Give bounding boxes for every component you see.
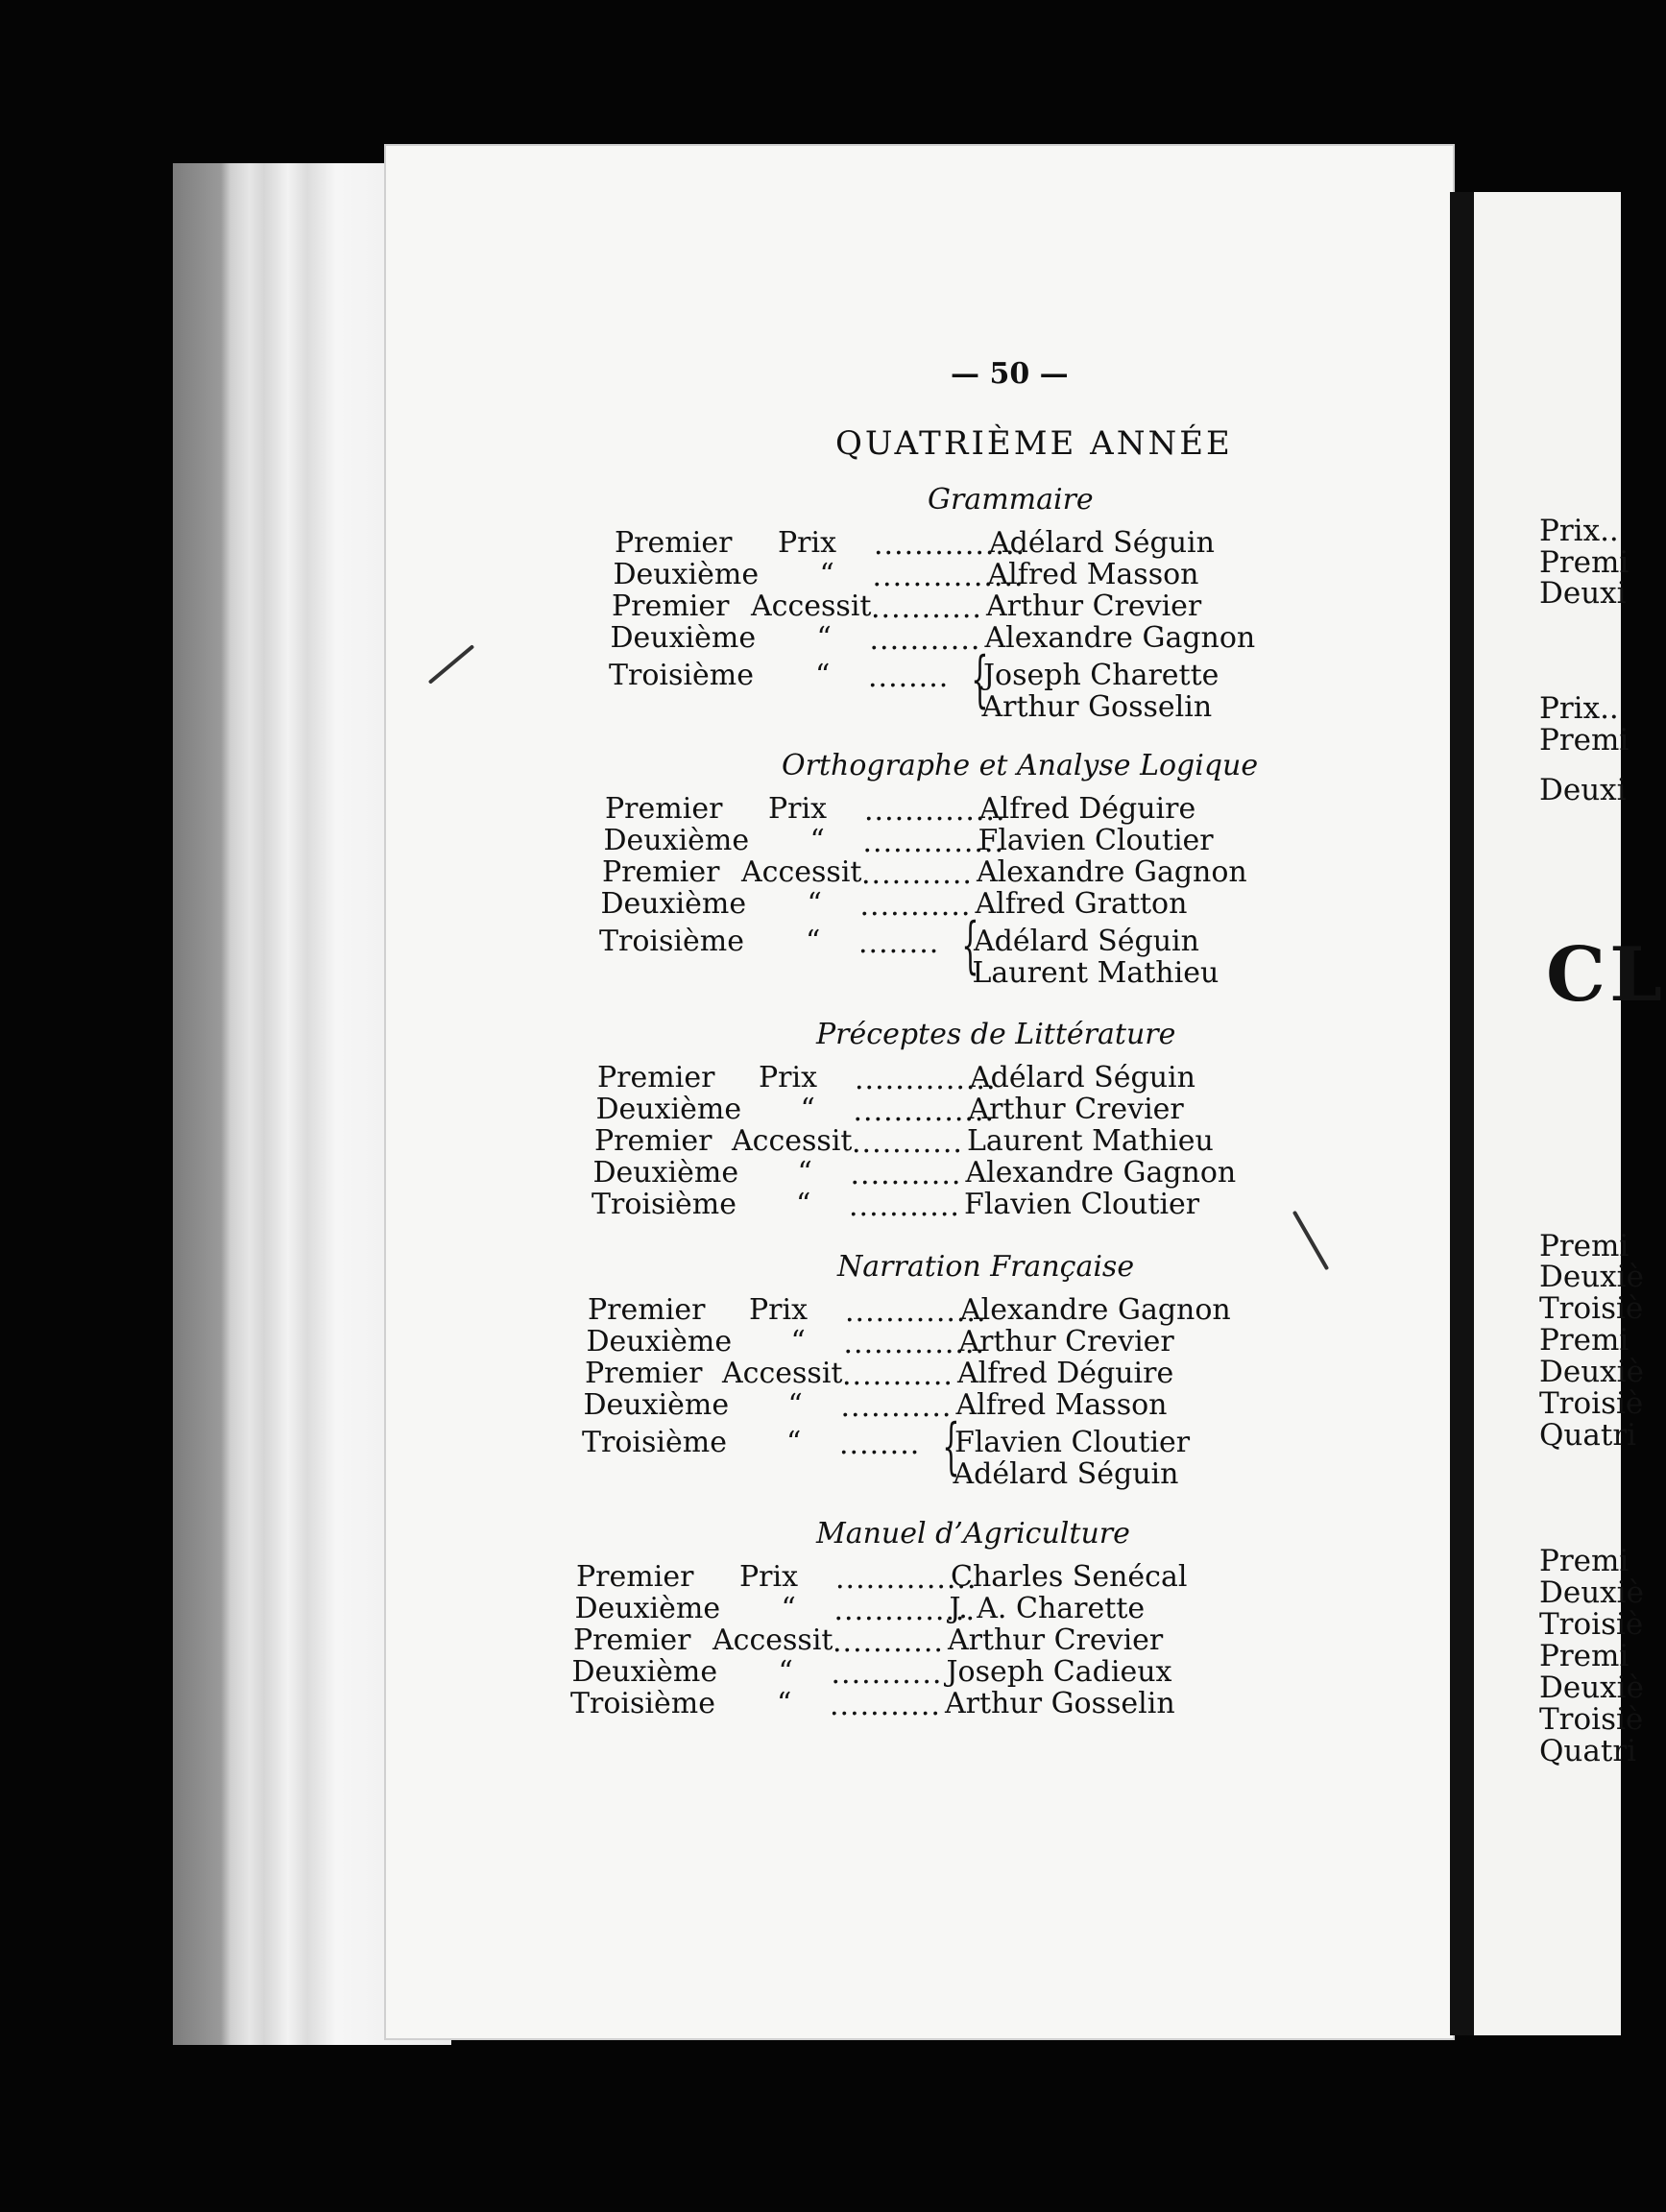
leader-dots: ........... xyxy=(842,1358,954,1392)
prize-kind: “ xyxy=(819,558,834,591)
tie-brace: { xyxy=(961,910,979,981)
rank-label: Troisième xyxy=(582,1426,727,1459)
winner-name: Laurent Mathieu xyxy=(972,956,1219,990)
rank-label: Deuxième xyxy=(586,1325,733,1358)
section-title: Manuel d’Agriculture xyxy=(816,1517,1130,1551)
prize-kind: Accessit xyxy=(751,589,872,623)
prize-kind: Accessit xyxy=(712,1623,833,1657)
leader-dots: ........... xyxy=(861,857,973,891)
right-page-line: Quatri xyxy=(1539,1734,1637,1768)
prize-row xyxy=(597,1061,1269,1094)
rank-label: Deuxième xyxy=(603,824,750,857)
winner-name: Flavien Cloutier xyxy=(954,1426,1191,1459)
prize-kind: “ xyxy=(787,1388,803,1422)
prize-row xyxy=(609,659,1281,694)
right-page-line: Troisiè xyxy=(1539,1607,1644,1642)
leader-dots: ........... xyxy=(871,591,982,625)
prize-row xyxy=(598,956,1270,989)
right-page-fragment xyxy=(1474,192,1666,2035)
winner-name: Joseph Charette xyxy=(983,659,1219,692)
leader-dots: ............... xyxy=(874,528,1026,562)
right-page-line: Premi xyxy=(1539,1323,1630,1358)
rank-label: Premier xyxy=(602,855,720,889)
rank-label: Deuxième xyxy=(571,1655,718,1689)
prize-row xyxy=(602,855,1274,891)
prize-row xyxy=(595,1093,1268,1128)
winner-name: Arthur Crevier xyxy=(986,589,1202,623)
winner-name: Alexandre Gagnon xyxy=(965,1156,1237,1190)
right-page-heading: CL xyxy=(1546,931,1666,1019)
right-page-line: Deuxiè xyxy=(1539,1260,1644,1294)
prize-kind: “ xyxy=(800,1093,815,1126)
prize-kind: “ xyxy=(816,621,832,655)
prize-kind: Accessit xyxy=(732,1124,853,1158)
winner-name: Alfred Masson xyxy=(987,558,1199,591)
prize-kind: Prix xyxy=(759,1061,818,1094)
prize-row xyxy=(615,526,1287,562)
prize-row xyxy=(576,1560,1248,1596)
winner-name: Alexandre Gagnon xyxy=(984,621,1256,655)
rank-label: Premier xyxy=(612,589,730,623)
rank-label: Deuxième xyxy=(600,887,747,921)
rank-label: Troisième xyxy=(570,1687,715,1720)
prize-row xyxy=(612,589,1284,625)
winner-name: Arthur Gosselin xyxy=(981,690,1213,724)
prize-row xyxy=(581,1457,1253,1490)
prize-row xyxy=(594,1124,1267,1160)
right-page-line: Premi xyxy=(1539,1639,1630,1673)
winner-name: Adélard Séguin xyxy=(989,526,1215,560)
prize-row xyxy=(583,1388,1256,1424)
rank-label: Premier xyxy=(573,1623,691,1657)
right-page-line: Troisiè xyxy=(1539,1702,1644,1737)
leader-dots: .............. xyxy=(862,826,1005,859)
winner-name: Alfred Déguire xyxy=(979,792,1196,826)
right-page-line: Premi xyxy=(1539,545,1630,580)
leader-dots: .............. xyxy=(845,1295,987,1329)
right-page-line: Troisiè xyxy=(1539,1291,1644,1326)
prize-kind: Prix xyxy=(739,1560,799,1594)
prize-kind: “ xyxy=(807,887,822,921)
prize-kind: Accessit xyxy=(722,1357,843,1390)
prize-row xyxy=(608,690,1280,723)
prize-kind: Prix xyxy=(768,792,828,826)
rank-label: Deuxième xyxy=(595,1093,742,1126)
rank-label: Deuxième xyxy=(574,1592,721,1625)
rank-label: Premier xyxy=(594,1124,712,1158)
leader-dots: ........... xyxy=(830,1689,941,1722)
book-gutter xyxy=(1450,192,1477,2035)
right-page-line: Premi xyxy=(1539,1229,1630,1263)
leader-dots: .............. xyxy=(833,1594,977,1627)
prize-row xyxy=(582,1426,1254,1461)
winner-name: J. A. Charette xyxy=(949,1592,1146,1625)
prize-kind: Accessit xyxy=(741,855,862,889)
prize-row xyxy=(574,1592,1247,1627)
winner-name: Arthur Crevier xyxy=(958,1325,1174,1358)
prize-row xyxy=(571,1655,1244,1691)
winner-name: Alfred Masson xyxy=(955,1388,1168,1422)
leader-dots: .............. xyxy=(853,1094,996,1128)
leader-dots: ........... xyxy=(852,1126,963,1160)
right-page-line: Deuxiè xyxy=(1539,1671,1644,1705)
prize-row xyxy=(599,925,1271,960)
prize-row xyxy=(592,1188,1264,1223)
rank-label: Deuxième xyxy=(592,1156,739,1190)
rank-label: Deuxième xyxy=(613,558,760,591)
leader-dots: .............. xyxy=(843,1327,986,1360)
right-page-line: Premi xyxy=(1539,723,1630,757)
rank-label: Deuxième xyxy=(583,1388,730,1422)
leader-dots: ........... xyxy=(831,1657,943,1691)
rank-label: Premier xyxy=(597,1061,715,1094)
prize-kind: “ xyxy=(778,1655,793,1689)
leader-dots: .............. xyxy=(835,1562,978,1596)
page-title: QUATRIÈME ANNÉE xyxy=(835,424,1233,463)
winner-name: Adélard Séguin xyxy=(970,1061,1195,1094)
prize-row xyxy=(588,1293,1260,1329)
section-title: Préceptes de Littérature xyxy=(816,1018,1176,1051)
winner-name: Arthur Crevier xyxy=(948,1623,1164,1657)
prize-row xyxy=(593,1156,1266,1189)
prize-row xyxy=(610,621,1283,657)
section-title: Grammaire xyxy=(928,483,1094,517)
prize-kind: “ xyxy=(806,925,821,958)
prize-kind: Prix xyxy=(778,526,837,560)
prize-row xyxy=(573,1623,1245,1659)
rank-label: Premier xyxy=(605,792,723,826)
prize-row xyxy=(587,1325,1259,1358)
rank-label: Troisième xyxy=(599,925,744,958)
winner-name: Flavien Cloutier xyxy=(978,824,1214,857)
rank-label: Deuxième xyxy=(610,621,757,655)
prize-row xyxy=(570,1687,1243,1722)
winner-name: Arthur Crevier xyxy=(968,1093,1184,1126)
winner-name: Alfred Gratton xyxy=(975,887,1188,921)
winner-name: Laurent Mathieu xyxy=(967,1124,1214,1158)
prize-kind: “ xyxy=(777,1687,792,1720)
leader-dots: ............... xyxy=(872,560,1025,593)
rank-label: Premier xyxy=(588,1293,706,1327)
prize-kind: “ xyxy=(815,659,831,692)
leader-dots: ........... xyxy=(849,1190,960,1223)
leader-dots: ........ xyxy=(858,926,940,960)
prize-row xyxy=(605,792,1277,828)
right-page-line: Deuxiè xyxy=(1539,1575,1644,1610)
prize-row xyxy=(600,887,1273,923)
rank-label: Premier xyxy=(585,1357,703,1390)
rank-label: Premier xyxy=(576,1560,694,1594)
right-page-line: Premi xyxy=(1539,1544,1630,1578)
leader-dots: ........ xyxy=(839,1428,921,1461)
prize-kind: “ xyxy=(790,1325,806,1358)
winner-name: Flavien Cloutier xyxy=(964,1188,1200,1221)
leader-dots: ........ xyxy=(868,661,950,694)
tie-brace: { xyxy=(971,644,989,715)
right-page-line: Deuxi xyxy=(1539,773,1627,807)
right-page-line: Deuxi xyxy=(1539,576,1627,611)
leader-dots: ........... xyxy=(833,1625,944,1659)
winner-name: Alexandre Gagnon xyxy=(960,1293,1231,1327)
leader-dots: ........... xyxy=(840,1390,953,1424)
prize-row xyxy=(603,824,1276,859)
rank-label: Premier xyxy=(615,526,733,560)
winner-name: Charles Senécal xyxy=(951,1560,1188,1594)
rank-label: Troisième xyxy=(592,1188,736,1221)
prize-kind: “ xyxy=(781,1592,796,1625)
winner-name: Alfred Déguire xyxy=(957,1357,1174,1390)
leader-dots: ........... xyxy=(859,889,972,923)
winner-name: Joseph Cadieux xyxy=(946,1655,1172,1689)
winner-name: Adélard Séguin xyxy=(953,1457,1179,1491)
section-title: Narration Française xyxy=(837,1250,1135,1284)
right-page-line: Quatri xyxy=(1539,1418,1637,1453)
section-title: Orthographe et Analyse Logique xyxy=(782,749,1259,782)
prize-kind: “ xyxy=(809,824,825,857)
right-page-line: Deuxiè xyxy=(1539,1355,1644,1389)
winner-name: Alexandre Gagnon xyxy=(977,855,1247,889)
prize-kind: “ xyxy=(786,1426,802,1459)
page-number: — 50 — xyxy=(951,357,1069,391)
prize-kind: “ xyxy=(796,1188,811,1221)
leader-dots: ........... xyxy=(869,623,981,657)
tie-brace: { xyxy=(942,1411,960,1482)
leader-dots: ........... xyxy=(850,1158,962,1191)
right-page-line: Troisiè xyxy=(1539,1386,1644,1421)
winner-name: Adélard Séguin xyxy=(974,925,1199,958)
leader-dots: .............. xyxy=(864,794,1006,828)
prize-kind: Prix xyxy=(749,1293,809,1327)
rank-label: Troisième xyxy=(609,659,754,692)
prize-row xyxy=(613,558,1286,593)
winner-name: Arthur Gosselin xyxy=(945,1687,1175,1720)
right-page-line: Prix.. xyxy=(1539,514,1619,548)
prize-kind: “ xyxy=(797,1156,812,1190)
leader-dots: .............. xyxy=(855,1063,997,1096)
right-page-line: Prix.. xyxy=(1539,691,1619,726)
prize-row xyxy=(585,1357,1257,1392)
